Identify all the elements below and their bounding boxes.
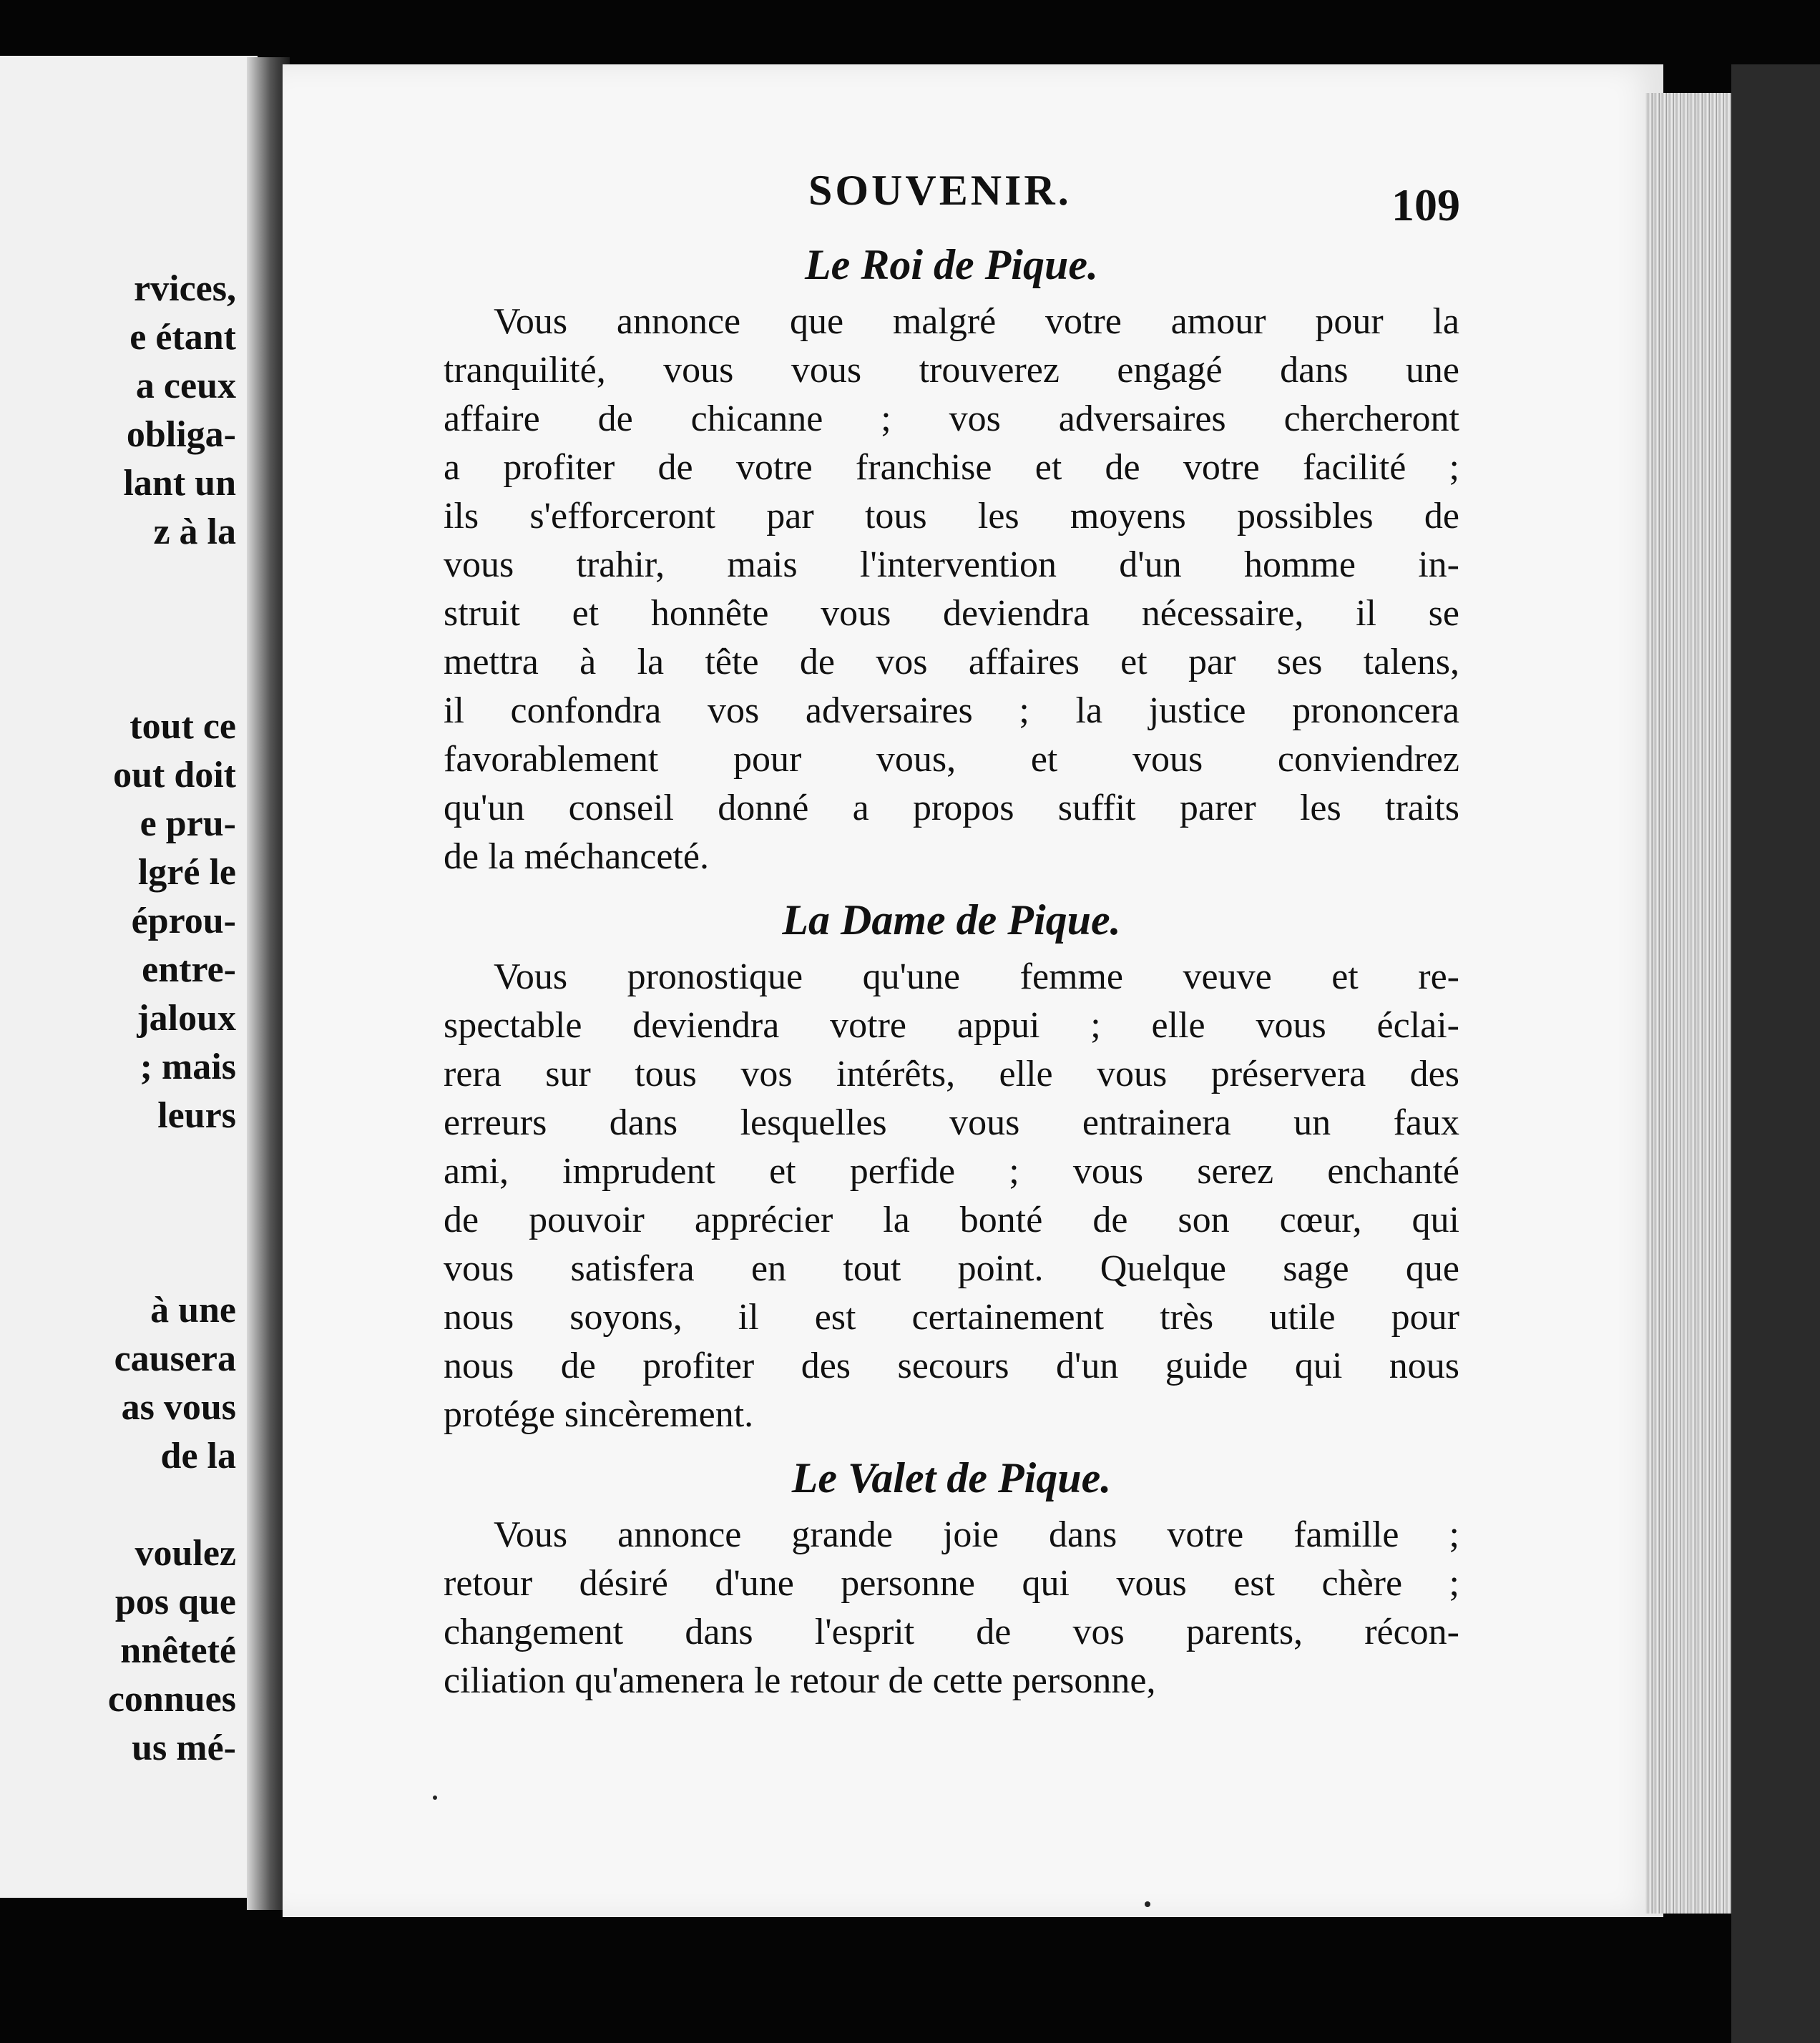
left-page-line: voulez (134, 1533, 236, 1574)
text-line: mettra à la tête de vos affaires et par ses talens, (444, 642, 1459, 682)
text-line: changement dans l'esprit de vos parents, récon- (444, 1612, 1459, 1652)
text-line: protége sincèrement. (444, 1394, 754, 1435)
text-line: nous de profiter des secours d'un guide qui nous (444, 1346, 1459, 1386)
page-edges (1645, 93, 1738, 1914)
text-line: rera sur tous vos intérêts, elle vous préservera des (444, 1054, 1459, 1094)
text-line: erreurs dans lesquelles vous entrainera un faux (444, 1102, 1459, 1143)
left-page-line: de la (160, 1436, 236, 1476)
text-line: vous trahir, mais l'intervention d'un homme in- (444, 544, 1459, 585)
left-page-line: obliga- (126, 414, 236, 455)
left-page-line: lgré le (137, 852, 236, 893)
ink-speck (433, 1795, 437, 1800)
text-line: Vous pronostique qu'une femme veuve et re- (494, 956, 1459, 997)
text-line: vous satisfera en tout point. Quelque sage que (444, 1248, 1459, 1289)
left-page-line (0, 1481, 236, 1529)
left-page-line: causera (114, 1338, 236, 1379)
section-heading: Le Roi de Pique. (805, 241, 1098, 288)
left-page-line: entre- (142, 949, 236, 990)
text-line: qu'un conseil donné a propos suffit parer les traits (444, 788, 1459, 828)
section-paragraph (444, 953, 1459, 1439)
left-page-line: us mé- (132, 1728, 236, 1768)
text-line: de pouvoir apprécier la bonté de son cœur, qui (444, 1200, 1459, 1240)
section-heading: Le Valet de Pique. (791, 1454, 1112, 1501)
left-page-line: rvices, (134, 268, 236, 309)
left-page-line: ; mais (140, 1047, 236, 1087)
text-line: de la méchanceté. (444, 836, 709, 877)
left-page-line: e étant (129, 317, 236, 358)
ink-speck (1145, 1901, 1150, 1907)
left-page-line: lant un (123, 463, 236, 504)
text-line: Vous annonce grande joie dans votre famille ; (494, 1514, 1459, 1555)
left-page-line (0, 654, 236, 702)
left-page-line (0, 1140, 236, 1189)
text-line: a profiter de votre franchise et de votre facilité ; (444, 447, 1459, 488)
running-head: SOUVENIR. (808, 167, 1072, 214)
left-page-line: nnêteté (120, 1630, 236, 1671)
left-page-line (0, 557, 236, 605)
main-text-block (444, 236, 1459, 1715)
left-page-line: tout ce (129, 706, 236, 747)
left-page-line: z à la (153, 511, 236, 552)
left-page-line: à une (150, 1290, 236, 1331)
page-number: 109 (1391, 180, 1460, 230)
left-page-line: as vous (121, 1387, 236, 1428)
text-line: nous soyons, il est certainement très utile pour (444, 1297, 1459, 1338)
text-line: ciliation qu'amenera le retour de cette personne, (444, 1660, 1156, 1701)
left-page-line: leurs (157, 1095, 236, 1136)
left-page-line: jaloux (137, 998, 236, 1039)
left-page-line (0, 1238, 236, 1286)
text-line: spectable deviendra votre appui ; elle vous éclai- (444, 1005, 1459, 1046)
text-line: ami, imprudent et perfide ; vous serez enchanté (444, 1151, 1459, 1192)
text-line: ils s'efforceront par tous les moyens possibles de (444, 496, 1459, 537)
left-page-line: out doit (113, 755, 236, 795)
text-line: affaire de chicanne ; vos adversaires chercheront (444, 398, 1459, 439)
section-heading: La Dame de Pique. (782, 896, 1121, 944)
left-page-line: e pru- (140, 803, 236, 844)
left-page-fragment (0, 56, 258, 1898)
text-line: favorablement pour vous, et vous conviendrez (444, 739, 1459, 780)
text-line: struit et honnête vous deviendra nécessaire, il se (444, 593, 1459, 634)
left-page-line: éprou- (131, 901, 236, 941)
text-line: retour désiré d'une personne qui vous est chère ; (444, 1563, 1459, 1604)
left-page-text (0, 265, 236, 1773)
section-paragraph (444, 1511, 1459, 1705)
section-paragraph (444, 298, 1459, 881)
left-page-line: a ceux (135, 366, 236, 406)
book-cover-edge (1731, 64, 1820, 2043)
text-line: il confondra vos adversaires ; la justice prononcera (444, 690, 1459, 731)
left-page-line: pos que (114, 1582, 236, 1622)
left-page-line: connues (107, 1679, 236, 1720)
text-line: tranquilité, vous vous trouverez engagé dans une (444, 350, 1459, 391)
left-page-line (0, 605, 236, 654)
left-page-line (0, 1189, 236, 1238)
text-line: Vous annonce que malgré votre amour pour la (494, 301, 1459, 342)
